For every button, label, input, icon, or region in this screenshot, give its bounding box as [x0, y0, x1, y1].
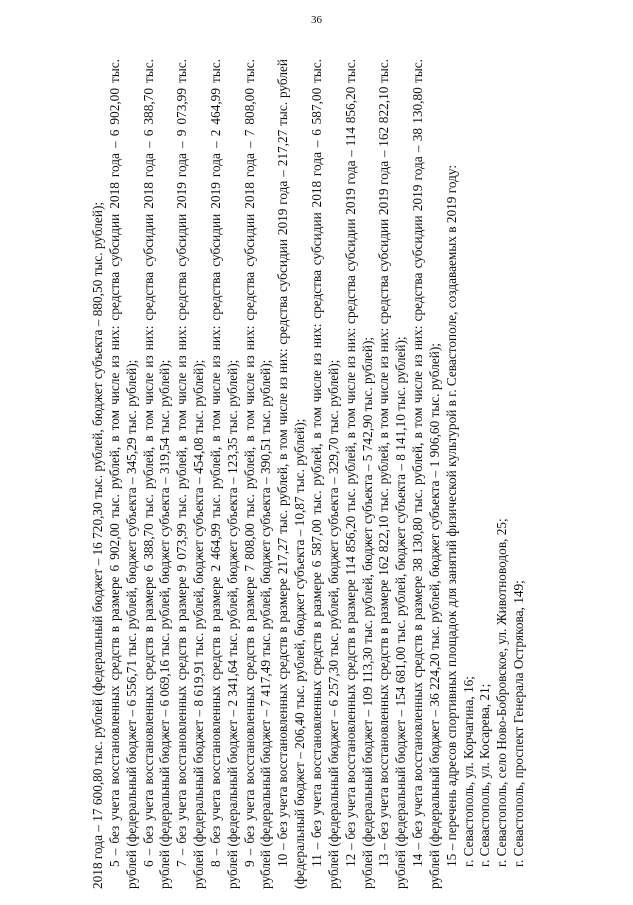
- footnote-11: 11 – без учета восстановленных средств в размере 6 587,00 тыс. рублей, в том числе из них: средства субсидии 2018 года – 6 587,00 тыс. рублей (федеральный бюджет – 6 257,30 тыс. рублей, бюджет субъекта – 329,70 тыс. рублей);: [308, 59, 341, 889]
- footnote-15: 15 – перечень адресов спортивных площадок для занятий физической культурой в г. Севастополе, создаваемых в 2019 году:: [443, 164, 459, 867]
- footnote-13: 13 – без учета восстановленных средств в размере 162 822,10 тыс. рублей, в том числе из них: средства субсидии 2019 года – 162 822,10 тыс. рублей (федеральный бюджет – 154 681,00 тыс. рублей, бюджет субъекта – 8 141,10 тыс. рублей);: [376, 59, 409, 889]
- address-item: г. Севастополь, ул. Корчагина, 16;: [460, 676, 476, 867]
- footnote-7: 7 – без учета восстановленных средств в размере 9 073,99 тыс. рублей, в том числе из них: средства субсидии 2019 года – 9 073,99 тыс. рублей (федеральный бюджет – 8 619,91 тыс. рублей, бюджет субъекта – 454,08 тыс. рублей);: [174, 59, 207, 889]
- address-item: г. Севастополь, ул. Косарева, 21;: [477, 683, 493, 867]
- address-item: г. Севастополь, проспект Генерала Острякова, 149;: [511, 580, 527, 867]
- page-number: 36: [311, 14, 322, 26]
- footnote-8: 8 – без учета восстановленных средств в размере 2 464,99 тыс. рублей, в том числе из них: средства субсидии 2019 года – 2 464,99 тыс. рублей (федеральный бюджет – 2 341,64 тыс. рублей, бюджет субъекта – 123,35 тыс. рублей);: [207, 59, 240, 889]
- footnote-5: 5 – без учета восстановленных средств в размере 6 902,00 тыс. рублей, в том числе из них: средства субсидии 2018 года – 6 902,00 тыс. рублей (федеральный бюджет – 6 556,71 тыс. рублей, бюджет субъекта – 345,29 тыс. рублей);: [106, 59, 139, 889]
- footnote-10: 10 – без учета восстановленных средств в размере 217,27 тыс. рублей, в том числе из них: средства субсидии 2019 года – 217,27 тыс. рублей (федеральный бюджет – 206,40 тыс. рублей, бюджет субъекта – 10,87 тыс. рублей);: [275, 59, 308, 889]
- paragraph-continuation: 2018 года – 17 600,80 тыс. рублей (федеральный бюджет – 16 720,30 тыс. рублей, бюджет субъекта – 880,50 тыс. рублей);: [90, 201, 105, 889]
- footnote-6: 6 – без учета восстановленных средств в размере 6 388,70 тыс. рублей, в том числе из них: средства субсидии 2018 года – 6 388,70 тыс. рублей (федеральный бюджет – 6 069,16 тыс. рублей, бюджет субъекта – 319,54 тыс. рублей);: [140, 59, 173, 889]
- footnote-14: 14 – без учета восстановленных средств в размере 38 130,80 тыс. рублей, в том числе из них: средства субсидии 2019 года – 38 130,80 тыс. рублей (федеральный бюджет – 36 224,20 тыс. рублей, бюджет субъекта – 1 906,60 тыс. рублей);: [410, 59, 442, 889]
- footnote-9: 9 – без учета восстановленных средств в размере 7 808,00 тыс. рублей, в том числе из них: средства субсидии 2018 года – 7 808,00 тыс. рублей (федеральный бюджет – 7 417,49 тыс. рублей, бюджет субъекта – 390,51 тыс. рублей);: [241, 59, 274, 889]
- footnote-12: 12 – без учета восстановленных средств в размере 114 856,20 тыс. рублей, в том числе из них: средства субсидии 2019 года – 114 856,20 тыс. рублей (федеральный бюджет – 109 113,30 тыс. рублей, бюджет субъекта – 5 742,90 тыс. рублей);: [342, 59, 375, 889]
- address-item: г. Севастополь, село Ново-Бобровское, ул. Животноводов, 25;: [494, 518, 510, 867]
- document-body: [90, 59, 528, 889]
